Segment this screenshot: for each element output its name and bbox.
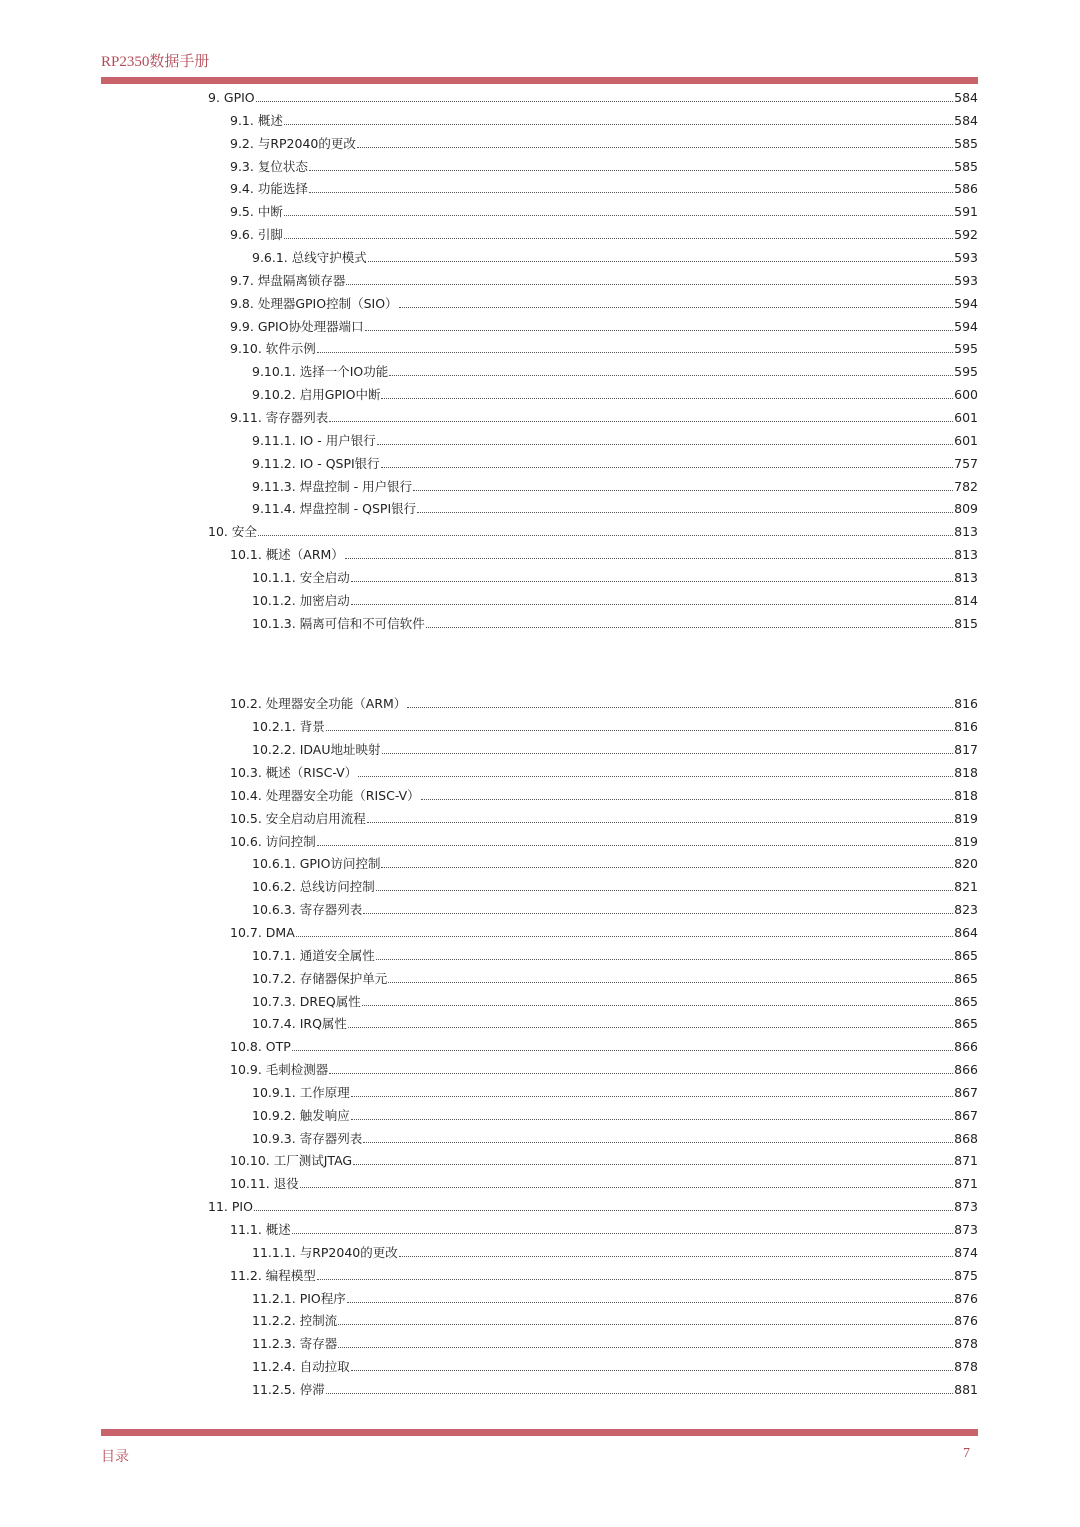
- toc-entry-page: 600: [954, 387, 978, 403]
- toc-dot-leader: [351, 1096, 953, 1097]
- toc-dot-leader: [368, 261, 953, 262]
- toc-dot-leader: [357, 147, 953, 148]
- toc-entry-page: 815: [954, 615, 978, 631]
- toc-dot-leader: [284, 124, 953, 125]
- toc-entry-title: 11.2.3. 寄存器: [252, 1336, 338, 1352]
- toc-entry-title: 9.1. 概述: [230, 112, 283, 128]
- toc-entry-title: 9.8. 处理器GPIO控制（SIO）: [230, 295, 398, 311]
- toc-entry-title: 11.2.1. PIO程序: [252, 1290, 346, 1306]
- toc-dot-leader: [353, 1164, 953, 1165]
- toc-entry-title: 10.11. 退役: [230, 1176, 299, 1192]
- toc-dot-leader: [326, 1393, 953, 1394]
- toc-entry-title: 10.2. 处理器安全功能（ARM）: [230, 696, 407, 712]
- toc-dot-leader: [365, 330, 954, 331]
- toc-entry-page: 584: [954, 90, 978, 105]
- toc-dot-leader: [407, 707, 953, 708]
- toc-entry-title: 10.7.1. 通道安全属性: [252, 947, 375, 963]
- toc-entry-page: 584: [954, 112, 978, 128]
- toc-dot-leader: [358, 776, 953, 777]
- toc-entry-page: 865: [954, 970, 978, 986]
- toc-dot-leader: [345, 558, 953, 559]
- toc-entry-page: 867: [954, 1107, 978, 1123]
- toc-entry[interactable]: [230, 919, 978, 941]
- toc-entry-page: 593: [954, 250, 978, 265]
- toc-entry[interactable]: [208, 1193, 978, 1215]
- toc-entry[interactable]: [230, 130, 978, 152]
- toc-entry-page: 873: [954, 1222, 978, 1237]
- toc-dot-leader: [376, 959, 953, 960]
- toc-entry[interactable]: [252, 244, 978, 266]
- toc-entry-title: 9.4. 功能选择: [230, 181, 308, 197]
- toc-entry[interactable]: [230, 1216, 978, 1238]
- toc-entry-title: 11.2. 编程模型: [230, 1267, 316, 1283]
- toc-entry[interactable]: [252, 1285, 978, 1307]
- toc-entry-title: 10. 安全: [208, 524, 257, 540]
- toc-entry-page: 814: [954, 592, 978, 608]
- toc-entry[interactable]: [252, 564, 978, 586]
- toc-entry-page: 820: [954, 856, 978, 872]
- toc-entry-page: 878: [954, 1359, 978, 1375]
- toc-entry-title: 9.10.2. 启用GPIO中断: [252, 387, 381, 403]
- footer-section-label: 目录: [101, 1450, 129, 1465]
- toc-entry-title: 9.6.1. 总线守护模式: [252, 250, 367, 265]
- toc-entry-page: 878: [954, 1336, 978, 1352]
- toc-entry-title: 9.5. 中断: [230, 204, 283, 220]
- toc-entry-page: 864: [954, 924, 978, 940]
- toc-dot-leader: [389, 375, 953, 376]
- toc-dot-leader: [421, 799, 953, 800]
- toc-entry-page: 823: [954, 902, 978, 918]
- toc-entry-title: 10.6.3. 寄存器列表: [252, 902, 363, 918]
- toc-entry[interactable]: [230, 221, 978, 243]
- toc-entry-title: 11.2.4. 自动拉取: [252, 1359, 350, 1375]
- toc-entry[interactable]: [252, 610, 978, 632]
- toc-entry-page: 591: [954, 204, 978, 220]
- toc-entry-title: 11.1.1. 与RP2040的更改: [252, 1244, 398, 1260]
- toc-entry-title: 10.9.2. 触发响应: [252, 1107, 350, 1123]
- toc-entry-page: 757: [954, 455, 978, 471]
- toc-entry[interactable]: [230, 175, 978, 197]
- toc-dot-leader: [309, 170, 953, 171]
- toc-entry[interactable]: [252, 1330, 978, 1352]
- toc-dot-leader: [317, 352, 953, 353]
- toc-entry-title: 10.7.4. IRQ属性: [252, 1016, 347, 1032]
- toc-entry-page: 782: [954, 478, 978, 494]
- toc-entry[interactable]: [252, 942, 978, 964]
- toc-dot-leader: [284, 215, 953, 216]
- toc-entry-title: 11.1. 概述: [230, 1222, 291, 1237]
- toc-entry-title: 9.11.2. IO - QSPI银行: [252, 455, 380, 471]
- toc-entry-title: 11.2.5. 停滞: [252, 1381, 325, 1397]
- toc-entry[interactable]: [252, 473, 978, 495]
- toc-entry[interactable]: [252, 736, 978, 758]
- toc-entry-page: 593: [954, 272, 978, 288]
- toc-dot-leader: [367, 822, 953, 823]
- toc-entry-page: 865: [954, 993, 978, 1009]
- toc-entry-title: 10.2.1. 背景: [252, 719, 325, 735]
- toc-entry[interactable]: [252, 988, 978, 1010]
- toc-entry-page: 871: [954, 1153, 978, 1169]
- toc-entry-page: 881: [954, 1381, 978, 1397]
- toc-dot-leader: [309, 192, 953, 193]
- toc-entry-title: 11. PIO: [208, 1199, 253, 1215]
- toc-entry-page: 586: [954, 181, 978, 197]
- toc-entry[interactable]: [230, 107, 978, 129]
- toc-entry-page: 595: [954, 364, 978, 380]
- toc-entry[interactable]: [230, 1262, 978, 1284]
- toc-dot-leader: [388, 982, 953, 983]
- toc-dot-leader: [363, 913, 953, 914]
- toc-dot-leader: [381, 398, 953, 399]
- toc-dot-leader: [292, 1050, 953, 1051]
- toc-entry[interactable]: [230, 290, 978, 312]
- toc-entry[interactable]: [230, 759, 978, 781]
- toc-entry-page: 594: [954, 295, 978, 311]
- toc-entry-title: 10.9. 毛刺检测器: [230, 1062, 329, 1077]
- toc-entry-page: 868: [954, 1130, 978, 1146]
- toc-entry[interactable]: [230, 828, 978, 850]
- toc-entry-page: 866: [954, 1062, 978, 1077]
- toc-entry-title: 9.10. 软件示例: [230, 341, 316, 357]
- toc-entry[interactable]: [230, 782, 978, 804]
- toc-dot-leader: [347, 1302, 953, 1303]
- toc-dot-leader: [317, 845, 953, 846]
- toc-entry[interactable]: [252, 1079, 978, 1101]
- toc-dot-leader: [417, 512, 953, 513]
- toc-entry-title: 10.10. 工厂测试JTAG: [230, 1153, 353, 1169]
- toc-entry-page: 813: [954, 524, 978, 540]
- toc-dot-leader: [254, 1210, 953, 1211]
- toc-entry[interactable]: [230, 1170, 978, 1192]
- toc-entry[interactable]: [252, 358, 978, 380]
- toc-entry-title: 9.3. 复位状态: [230, 158, 308, 174]
- toc-entry-page: 813: [954, 547, 978, 562]
- toc-entry[interactable]: [252, 1376, 978, 1398]
- toc-dot-leader: [399, 307, 954, 308]
- footer-rule: [101, 1429, 978, 1436]
- toc-entry[interactable]: [252, 495, 978, 517]
- toc-dot-leader: [413, 490, 953, 491]
- toc-dot-leader: [348, 1027, 953, 1028]
- toc-entry-page: 816: [954, 719, 978, 735]
- toc-entry-page: 594: [954, 318, 978, 334]
- toc-entry-title: 9. GPIO: [208, 90, 255, 105]
- toc-entry-page: 816: [954, 696, 978, 712]
- toc-entry-page: 876: [954, 1290, 978, 1306]
- toc-dot-leader: [376, 890, 953, 891]
- toc-entry-title: 9.6. 引脚: [230, 227, 283, 243]
- toc-dot-leader: [426, 627, 953, 628]
- toc-entry-title: 10.9.3. 寄存器列表: [252, 1130, 363, 1146]
- toc-entry-page: 866: [954, 1039, 978, 1055]
- toc-entry-title: 10.2.2. IDAU地址映射: [252, 742, 381, 758]
- toc-entry-page: 875: [954, 1267, 978, 1283]
- toc-entry-title: 10.6.1. GPIO访问控制: [252, 856, 381, 872]
- toc-entry-title: 9.7. 焊盘隔离锁存器: [230, 272, 346, 288]
- toc-entry[interactable]: [252, 896, 978, 918]
- toc-entry-title: 10.7.3. DREQ属性: [252, 993, 361, 1009]
- toc-entry-title: 10.7. DMA: [230, 924, 295, 940]
- toc-entry-page: 867: [954, 1084, 978, 1100]
- toc-entry[interactable]: [230, 198, 978, 220]
- toc-entry-page: 819: [954, 810, 978, 826]
- toc-entry[interactable]: [230, 541, 978, 563]
- toc-dot-leader: [377, 444, 953, 445]
- document-title: RP2350数据手册: [101, 54, 210, 70]
- toc-entry[interactable]: [230, 267, 978, 289]
- toc-entry[interactable]: [252, 1239, 978, 1261]
- toc-dot-leader: [351, 604, 953, 605]
- toc-entry-page: 865: [954, 947, 978, 963]
- toc-dot-leader: [326, 730, 953, 731]
- toc-entry-title: 9.11.3. 焊盘控制 - 用户银行: [252, 478, 413, 494]
- toc-dot-leader: [317, 1279, 953, 1280]
- toc-dot-leader: [382, 753, 954, 754]
- toc-entry[interactable]: [230, 1033, 978, 1055]
- toc-entry-title: 9.10.1. 选择一个IO功能: [252, 364, 389, 380]
- toc-entry-page: 871: [954, 1176, 978, 1192]
- toc-entry-title: 10.4. 处理器安全功能（RISC-V）: [230, 787, 420, 803]
- page-number: 7: [963, 1446, 970, 1461]
- toc-entry[interactable]: [208, 518, 978, 540]
- toc-dot-leader: [351, 1370, 953, 1371]
- toc-entry-page: 819: [954, 833, 978, 849]
- toc-entry-page: 592: [954, 227, 978, 243]
- toc-entry-title: 10.1.1. 安全启动: [252, 569, 350, 585]
- toc-entry-page: 873: [954, 1199, 978, 1215]
- toc-dot-leader: [300, 1187, 953, 1188]
- toc-entry-title: 9.11.1. IO - 用户银行: [252, 432, 376, 448]
- toc-entry-page: 818: [954, 765, 978, 780]
- toc-entry-page: 817: [954, 742, 978, 758]
- toc-entry-title: 10.6. 访问控制: [230, 833, 316, 849]
- toc-entry[interactable]: [230, 690, 978, 712]
- header-rule: [101, 77, 978, 84]
- toc-dot-leader: [363, 1142, 953, 1143]
- toc-entry[interactable]: [252, 1102, 978, 1124]
- toc-entry[interactable]: [230, 404, 978, 426]
- toc-dot-leader: [351, 581, 953, 582]
- toc-entry-page: 595: [954, 341, 978, 357]
- toc-entry[interactable]: [208, 84, 978, 106]
- toc-entry-title: 11.2.2. 控制流: [252, 1313, 338, 1329]
- toc-entry[interactable]: [252, 587, 978, 609]
- toc-entry-title: 10.5. 安全启动启用流程: [230, 810, 366, 826]
- toc-entry[interactable]: [252, 713, 978, 735]
- toc-dot-leader: [296, 936, 953, 937]
- toc-entry-title: 10.7.2. 存储器保护单元: [252, 970, 388, 986]
- toc-entry-page: 585: [954, 135, 978, 151]
- toc-entry[interactable]: [252, 1010, 978, 1032]
- toc-entry[interactable]: [230, 335, 978, 357]
- toc-entry[interactable]: [252, 1353, 978, 1375]
- toc-dot-leader: [258, 535, 953, 536]
- toc-dot-leader: [346, 284, 953, 285]
- toc-dot-leader: [338, 1347, 953, 1348]
- toc-entry[interactable]: [230, 1147, 978, 1169]
- toc-entry[interactable]: [252, 873, 978, 895]
- toc-entry-page: 874: [954, 1244, 978, 1260]
- toc-entry[interactable]: [230, 805, 978, 827]
- toc-entry[interactable]: [252, 427, 978, 449]
- toc-dot-leader: [284, 238, 953, 239]
- toc-entry-page: 818: [954, 787, 978, 803]
- toc-dot-leader: [338, 1324, 953, 1325]
- toc-dot-leader: [329, 1073, 953, 1074]
- toc-entry[interactable]: [252, 1125, 978, 1147]
- toc-entry-title: 10.1.2. 加密启动: [252, 592, 350, 608]
- toc-entry[interactable]: [230, 153, 978, 175]
- toc-dot-leader: [351, 1119, 953, 1120]
- toc-dot-leader: [399, 1256, 953, 1257]
- toc-entry-title: 10.6.2. 总线访问控制: [252, 879, 375, 895]
- toc-entry-page: 821: [954, 879, 978, 895]
- toc-entry-page: 809: [954, 501, 978, 517]
- toc-dot-leader: [381, 467, 953, 468]
- toc-entry-page: 585: [954, 158, 978, 174]
- toc-dot-leader: [256, 101, 953, 102]
- toc-entry[interactable]: [252, 965, 978, 987]
- toc-entry[interactable]: [252, 850, 978, 872]
- toc-entry-title: 10.3. 概述（RISC-V）: [230, 765, 358, 780]
- toc-dot-leader: [329, 421, 953, 422]
- toc-entry-page: 601: [954, 409, 978, 425]
- toc-dot-leader: [362, 1005, 953, 1006]
- toc-entry-page: 813: [954, 569, 978, 585]
- toc-entry[interactable]: [230, 313, 978, 335]
- toc-entry-title: 10.9.1. 工作原理: [252, 1084, 350, 1100]
- toc-dot-leader: [381, 867, 953, 868]
- toc-entry-title: 9.11.4. 焊盘控制 - QSPI银行: [252, 501, 417, 517]
- toc-entry-title: 9.2. 与RP2040的更改: [230, 135, 356, 151]
- toc-entry[interactable]: [252, 381, 978, 403]
- toc-dot-leader: [292, 1233, 953, 1234]
- toc-entry-title: 10.1.3. 隔离可信和不可信软件: [252, 615, 425, 631]
- toc-entry[interactable]: [230, 1056, 978, 1078]
- toc-entry-title: 9.9. GPIO协处理器端口: [230, 318, 364, 334]
- toc-entry-page: 601: [954, 432, 978, 448]
- toc-entry[interactable]: [252, 1307, 978, 1329]
- toc-entry-title: 10.1. 概述（ARM）: [230, 547, 344, 562]
- toc-entry-page: 876: [954, 1313, 978, 1329]
- toc-entry-title: 10.8. OTP: [230, 1039, 291, 1055]
- toc-entry-title: 9.11. 寄存器列表: [230, 409, 329, 425]
- toc-entry-page: 865: [954, 1016, 978, 1032]
- toc-entry[interactable]: [252, 450, 978, 472]
